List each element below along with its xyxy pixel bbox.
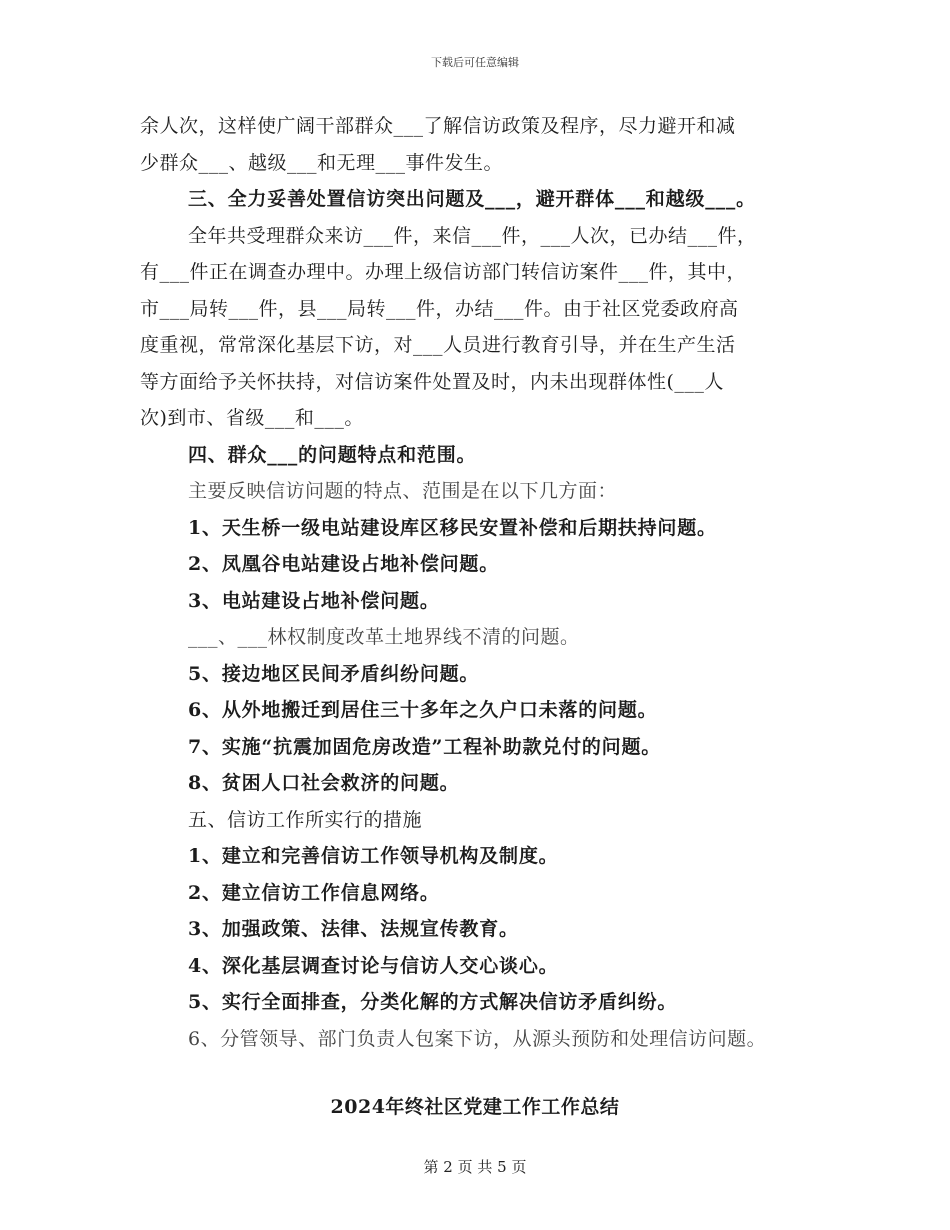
- list-item: 3、加强政策、法律、法规宣传教育。: [188, 918, 519, 940]
- section-heading-5: 五、信访工作所实行的措施: [188, 808, 423, 831]
- paragraph-line: 等方面给予关怀扶持，对信访案件处置及时，内未出现群体性(___人: [140, 370, 724, 393]
- list-item: 7、实施“抗震加固危房改造”工程补助款兑付的问题。: [188, 735, 662, 758]
- paragraph-line: 余人次，这样使广阔干部群众___了解信访政策及程序，尽力避开和减: [140, 115, 736, 137]
- section-heading-4: 四、群众___的问题特点和范围。: [188, 443, 477, 466]
- section-heading-3: 三、全力妥善处置信访突出问题及___，避开群体___和越级___。: [188, 188, 756, 210]
- paragraph-line: 主要反映信访问题的特点、范围是在以下几方面：: [188, 480, 618, 502]
- paragraph-line: 少群众___、越级___和无理___事件发生。: [140, 151, 504, 174]
- list-item: 8、贫困人口社会救济的问题。: [188, 772, 460, 794]
- list-item: 1、建立和完善信访工作领导机构及制度。: [188, 845, 559, 867]
- paragraph-line: 有___件正在调查办理中。办理上级信访部门转信访案件___件，其中，: [140, 261, 747, 283]
- list-item: 2、凤凰谷电站建设占地补偿问题。: [188, 553, 500, 575]
- document-body: [140, 108, 820, 1057]
- paragraph-line: 全年共受理群众来访___件，来信___件，___人次，已办结___件，: [188, 224, 757, 247]
- list-item: 5、实行全面排查，分类化解的方式解决信访矛盾纠纷。: [188, 991, 678, 1013]
- paragraph-line: 次)到市、省级___和___。: [140, 407, 364, 429]
- paragraph-line: 度重视，常常深化基层下访，对___人员进行教育引导，并在生产生活: [140, 334, 736, 356]
- list-item: 5、接边地区民间矛盾纠纷问题。: [188, 662, 480, 685]
- list-item: 6、从外地搬迁到居住三十多年之久户口未落的问题。: [188, 699, 658, 721]
- list-item: 2、建立信访工作信息网络。: [188, 881, 440, 904]
- page-number: 第 2 页 共 5 页: [423, 1158, 527, 1176]
- list-item: 4、深化基层调查讨论与信访人交心谈心。: [188, 954, 559, 977]
- section-title: 2024年终社区党建工作工作总结: [330, 1096, 620, 1118]
- page-header: 下载后可任意编辑: [431, 56, 519, 69]
- list-item: 6、分管领导、部门负责人包案下访，从源头预防和处理信访问题。: [188, 1027, 767, 1050]
- list-item: ___、___林权制度改革土地界线不清的问题。: [188, 626, 580, 648]
- paragraph-line: 市___局转___件，县___局转___件，办结___件。由于社区党委政府高: [140, 297, 739, 320]
- list-item: 1、天生桥一级电站建设库区移民安置补偿和后期扶持问题。: [188, 516, 717, 539]
- list-item: 3、电站建设占地补偿问题。: [188, 589, 440, 612]
